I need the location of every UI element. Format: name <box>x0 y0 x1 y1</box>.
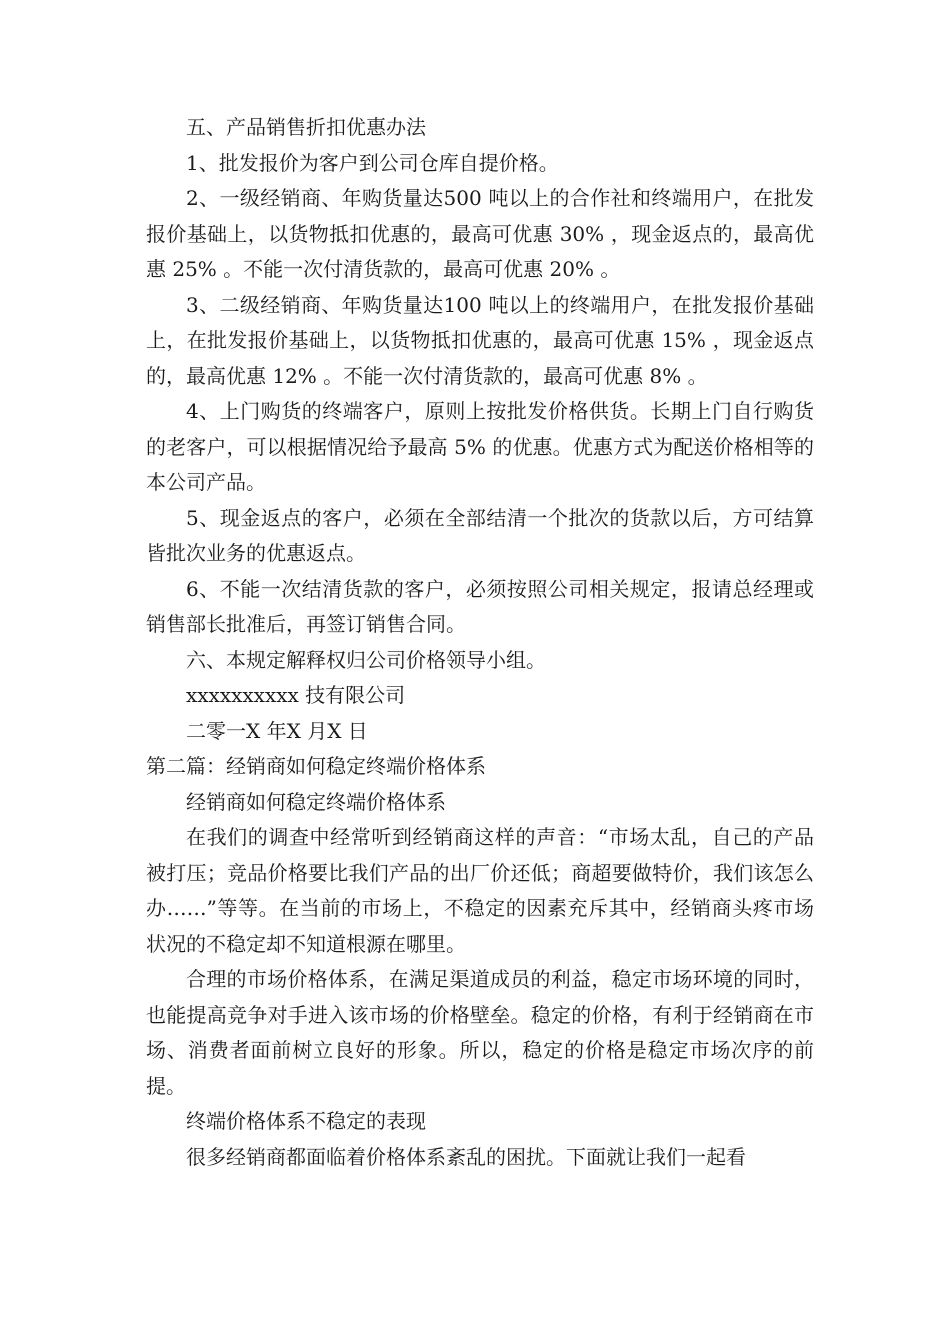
paragraph-price-system: 合理的市场价格体系，在满足渠道成员的利益，稳定市场环境的同时，也能提高竞争对手进入该市场的价格壁垒。稳定的价格，有利于经销商在市场、消费者面前树立良好的形象。所以，稳定的价格是稳定市场次序的前提。 <box>146 967 814 1098</box>
paragraph-heading-six: 六、本规定解释权归公司价格领导小组。 <box>186 647 546 672</box>
paragraph-many-dealers: 很多经销商都面临着价格体系紊乱的困扰。下面就让我们一起看 <box>186 1144 746 1169</box>
document-date: 二零一X 年X 月X 日 <box>186 718 368 743</box>
company-name: xxxxxxxxxx 技有限公司 <box>186 683 406 707</box>
paragraph-item-3: 3、二级经销商、年购货量达100 吨以上的终端用户，在批发报价基础上，在批发报价基础上，以货物抵扣优惠的，最高可优惠 15% ，现金返点的，最高优惠 12% 。不能一次付清货款的，最高可优惠 8% 。 <box>146 292 814 388</box>
paragraph-item-5: 5、现金返点的客户，必须在全部结清一个批次的货款以后，方可结算皆批次业务的优惠返点。 <box>146 505 814 565</box>
section-title-part-two: 第二篇：经销商如何稳定终端价格体系 <box>146 754 486 778</box>
document-page <box>146 110 814 1175</box>
paragraph-item-4: 4、上门购货的终端客户，原则上按批发价格供货。长期上门自行购货的老客户，可以根据情况给予最高 5% 的优惠。优惠方式为配送价格相等的本公司产品。 <box>146 399 814 494</box>
paragraph-item-2: 2、一级经销商、年购货量达500 吨以上的合作社和终端用户，在批发报价基础上，以货物抵扣优惠的，最高可优惠 30% ，现金返点的，最高优惠 25% 。不能一次付清货款的，最高可优惠 20% 。 <box>146 186 814 281</box>
paragraph-item-6: 6、不能一次结清货款的客户，必须按照公司相关规定，报请总经理或销售部长批准后，再签订销售合同。 <box>146 576 814 636</box>
paragraph-heading-five: 五、产品销售折扣优惠办法 <box>186 115 426 139</box>
article-title: 经销商如何稳定终端价格体系 <box>186 789 446 814</box>
paragraph-item-1: 1、批发报价为客户到公司仓库自提价格。 <box>186 150 559 175</box>
subheading-unstable: 终端价格体系不稳定的表现 <box>186 1109 426 1133</box>
paragraph-survey: 在我们的调查中经常听到经销商这样的声音：“市场太乱，自己的产品被打压；竞品价格要比我们产品的出厂价还低；商超要做特价，我们该怎么办……”等等。在当前的市场上，不稳定的因素充斥其中，经销商头疼市场状况的不稳定却不知道根源在哪里。 <box>146 825 814 956</box>
